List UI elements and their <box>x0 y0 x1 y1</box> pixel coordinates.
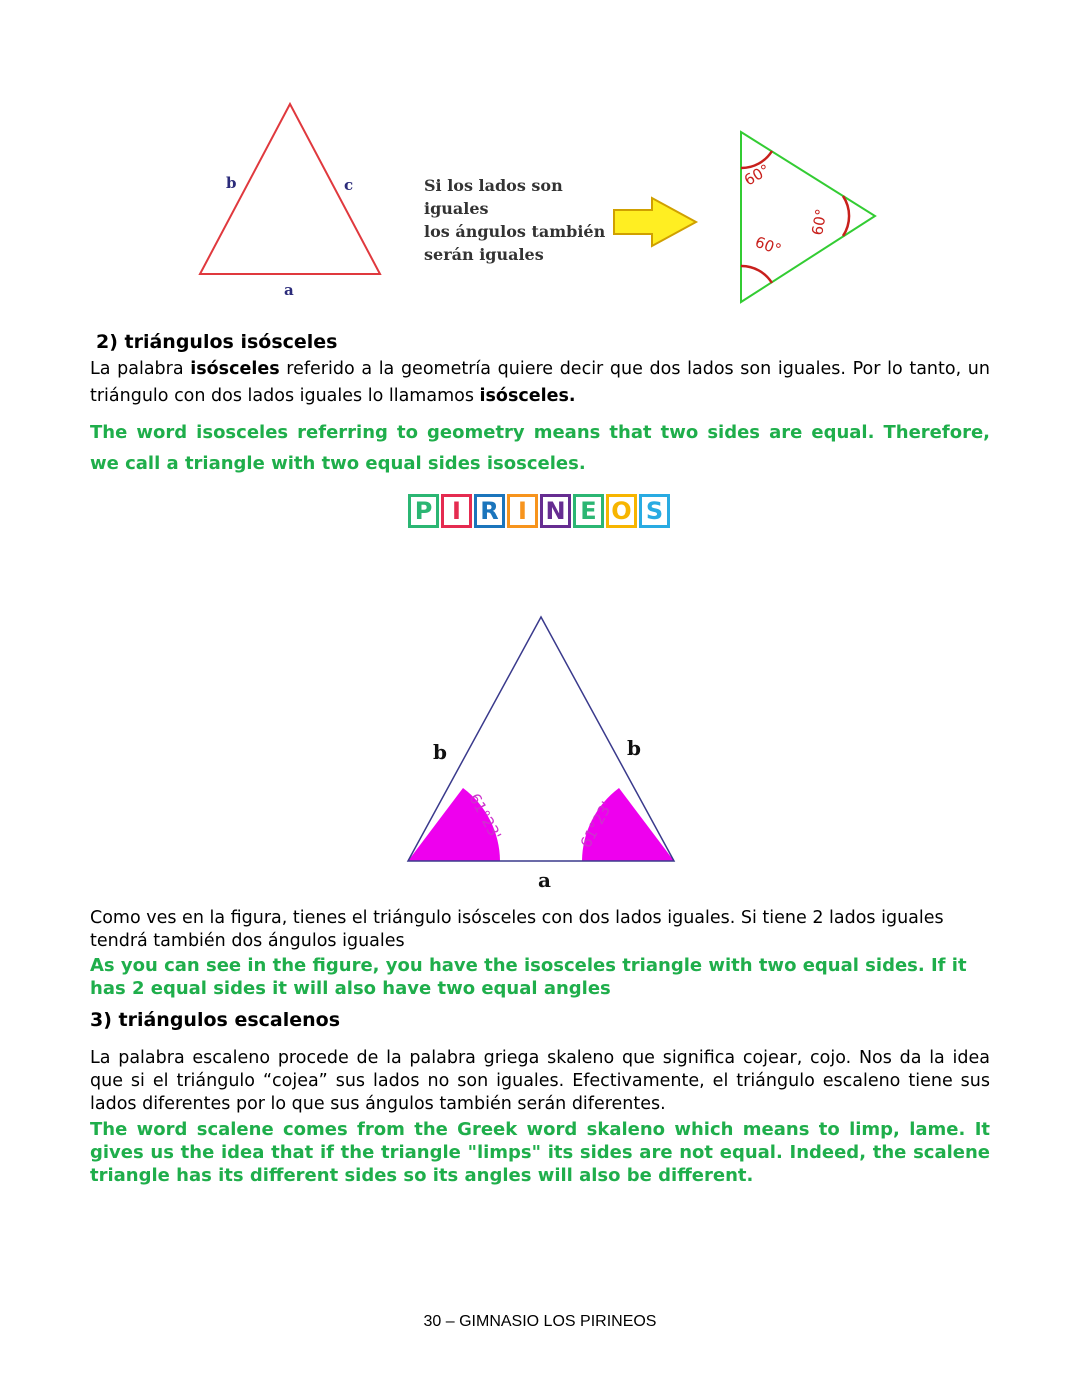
side-label-b: b <box>226 174 237 192</box>
section-heading-isosceles: 2) triángulos isósceles <box>96 331 338 353</box>
logo-letter: N <box>540 494 571 528</box>
section-heading-scalene: 3) triángulos escalenos <box>90 1009 341 1031</box>
logo-letter: I <box>507 494 538 528</box>
side-label-a-bottom: a <box>538 868 551 892</box>
text-run: referido a la geometría quiere decir que dos lados son iguales. Por lo tanto, un triángulo con dos lados iguales lo llamamos <box>90 359 990 406</box>
logo-letter: O <box>606 494 637 528</box>
paragraph-scalene-en: The word scalene comes from the Greek word skaleno which means to limp, lame. It gives us the idea that if the triangle "limps" its sides are not equal. Indeed, the scalene triangle has its different sides so its angles will also be different. <box>90 1119 990 1186</box>
arrow-right-icon <box>614 198 696 246</box>
paragraph-figure-en: As you can see in the figure, you have the isosceles triangle with two equal sides. If it has 2 equal sides it will also have two equal angles <box>90 955 967 999</box>
bold-term: isósceles. <box>479 386 576 406</box>
side-label-b-right: b <box>627 736 641 760</box>
side-label-b-left: b <box>433 740 447 764</box>
logo-letter: S <box>639 494 670 528</box>
logo-letter: E <box>573 494 604 528</box>
paragraph-figure-es: Como ves en la figura, tienes el triángulo isósceles con dos lados iguales. Si tiene 2 lados iguales tendrá también dos ángulos iguales <box>90 908 944 951</box>
angle-label-left: 61°23' <box>465 790 505 843</box>
angle-label-60-right: 60° <box>808 207 831 237</box>
paragraph-isosceles-en: The word isosceles referring to geometry means that two sides are equal. Therefore, we call a triangle with two equal sides isosceles. <box>90 422 990 474</box>
note-line: serán iguales <box>424 245 544 264</box>
page-footer: 30 – GIMNASIO LOS PIRINEOS <box>423 1313 657 1330</box>
paragraph-scalene-es: La palabra escaleno procede de la palabra griega skaleno que significa cojear, cojo. Nos da la idea que si el triángulo “cojea” sus lados no son iguales. Efectivamente, el triángulo escaleno tiene sus lados diferentes por lo que sus ángulos también serán diferentes. <box>90 1048 990 1114</box>
pirineos-logo <box>408 494 672 528</box>
note-line: los ángulos también <box>424 222 606 241</box>
isosceles-angle-fills <box>408 788 674 861</box>
note-line: Si los lados son iguales <box>424 176 563 218</box>
text-run: La palabra <box>90 359 191 379</box>
logo-letter: P <box>408 494 439 528</box>
paragraph-isosceles-es <box>90 356 990 410</box>
bold-term: isósceles <box>190 359 280 379</box>
figure-note <box>424 174 624 266</box>
green-equilateral-triangle <box>741 132 875 302</box>
angle-label-60-top: 60° <box>741 160 774 190</box>
logo-letter: R <box>474 494 505 528</box>
angle-label-60-bottom: 60° <box>752 232 784 259</box>
angle-label-right: 61°23' <box>576 798 616 851</box>
side-label-a: a <box>284 281 294 299</box>
logo-letter: I <box>441 494 472 528</box>
figure-isosceles-diagram <box>395 605 695 895</box>
side-label-c: c <box>344 176 354 194</box>
